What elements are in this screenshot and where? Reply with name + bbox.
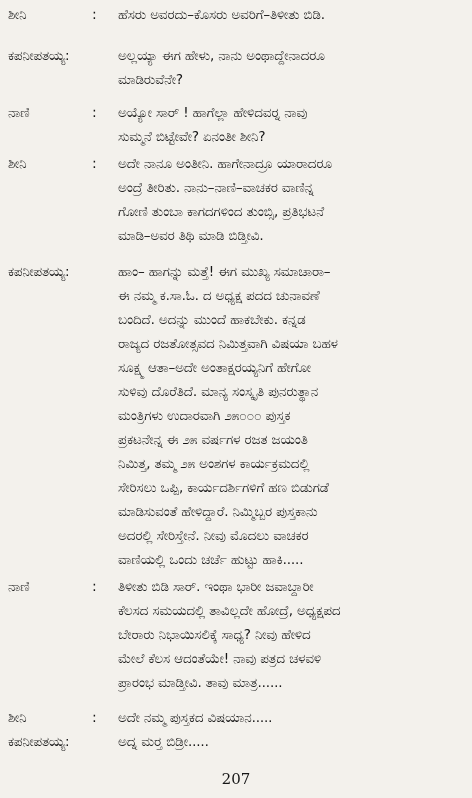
dialogue-line: ಮಾಡಿರುವೆನೇ? — [118, 72, 183, 88]
dialogue-text — [118, 3, 464, 27]
dialogue-line: ನಿಮಿತ್ತ, ತಮ್ಮ ೨೫ ಅಂಶಗಳ ಕಾರ್ಯಕ್ರಮದಲ್ಲಿ — [118, 456, 310, 472]
dialogue-line: ಸುಮ್ಮನೆ ಬಿಟ್ಟೇವೇ? ಏನಂತೀ ಶೀನಿ? — [118, 129, 266, 145]
dialogue-line: ಸೂಕ್ಷ್ಮ ಆತಾ–ಅದೇ ಅಂತಾಕ್ಷರಯ್ಯನಿಗೆ ಹೇಗೋ — [118, 360, 311, 376]
dialogue-line: ಅದೇ ನಾನೂ ಅಂತೀನಿ. ಹಾಗೇನಾದ್ರೂ ಯಾರಾದರೂ — [118, 156, 332, 172]
speaker-colon: : — [92, 579, 97, 595]
dialogue-line: ಅಯ್ಯೋ ಸಾರ್ ! ಹಾಗೆಲ್ಲಾ ಹೇಳಿದವರ‍್ನ ನಾವು — [118, 105, 308, 121]
speaker-name: ಶೀನಿ — [8, 7, 27, 23]
dialogue-line: ಈ ನಮ್ಮ ಕ.ಸಾ.ಓ. ದ ಅಧ್ಯಕ್ಷ ಪದದ ಚುನಾವಣೆ — [118, 288, 320, 304]
dialogue-line: ಗೋಣಿ ತುಂಬಾ ಕಾಗದಗಳಿಂದ ತುಂಬ್ಸಿ, ಪ್ರತಿಭಟನೆ — [118, 204, 324, 220]
dialogue-line: ಮೇಲೆ ಕೆಲಸ ಆದಂತೆಯೇ! ನಾವು ಪತ್ರದ ಚಳವಳಿ — [118, 651, 322, 667]
dialogue-text — [118, 152, 464, 248]
dialogue-text — [118, 730, 464, 754]
dialogue-line: ಹೆಸರು ಅವರದು–ಕೊಸರು ಅವರಿಗೆ–ತಿಳೀತು ಬಿಡಿ. — [118, 7, 325, 23]
dialogue-line: ಪ್ರಕಟನೇನ್ನ ಈ ೨೫ ವರ್ಷಗಳ ರಜತ ಜಯಂತಿ — [118, 432, 308, 448]
speaker-name: ಕಪನೀಪತಯ್ಯ: — [8, 48, 70, 64]
speaker-name: ಕಪನೀಪತಯ್ಯ: — [8, 264, 70, 280]
dialogue-line: ಮಾಡಿ–ಅವರ ತಿಥಿ ಮಾಡಿ ಬಿಡ್ತೀವಿ. — [118, 228, 264, 244]
dialogue-line: ವಾಣಿಯಲ್ಲಿ ಒಂದು ಚರ್ಚೆ ಹುಟ್ಟು ಹಾಕಿ..... — [118, 552, 304, 568]
speaker-colon: : — [92, 7, 97, 23]
dialogue-line: ಕೆಲಸದ ಸಮಯದಲ್ಲಿ ತಾವಿಲ್ಲದೇ ಹೋದ್ರೆ, ಅಧ್ಯಕ್ಷಪದ — [118, 603, 341, 619]
dialogue-text — [118, 101, 464, 149]
speaker-name: ಕಪನೀಪತಯ್ಯ: — [8, 734, 70, 750]
speaker-colon: : — [92, 710, 97, 726]
dialogue-text — [118, 575, 464, 695]
dialogue-line: ಸೇರಿಸಲು ಒಪ್ಪಿ, ಕಾರ್ಯದರ್ಶಿಗಳಿಗೆ ಹಣ ಬಿಡುಗಡೆ — [118, 480, 329, 496]
speaker-name: ಶೀನಿ — [8, 710, 27, 726]
dialogue-line: ಅಲ್ಲಯ್ಯಾ ಈಗ ಹೇಳು, ನಾನು ಅಂಥಾದ್ದೇನಾದರೂ — [118, 48, 325, 64]
dialogue-text — [118, 44, 464, 92]
dialogue-line: ಸುಳಿವು ದೊರೆತಿದೆ. ಮಾನ್ಯ ಸಂಸ್ಕೃತಿ ಪುನರುತ್ಥಾನ — [118, 384, 319, 400]
dialogue-line: ಅಂದ್ರೆ ತೀರಿತು. ನಾನು–ನಾಣಿ–ವಾಚಕರ ವಾಣಿನ್ನ — [118, 180, 314, 196]
dialogue-line: ಪ್ರಾರಂಭ ಮಾಡ್ತೀವಿ. ತಾವು ಮಾತ್ರ...... — [118, 675, 283, 691]
dialogue-line: ಹಾಂ– ಹಾಗನ್ನು ಮತ್ತೆ! ಈಗ ಮುಖ್ಯ ಸಮಾಚಾರಾ– — [118, 264, 331, 280]
dialogue-line: ಅದೇ ನಮ್ಮ ಪುಸ್ತಕದ ವಿಷಯಾನ..... — [118, 710, 273, 726]
speaker-colon: : — [92, 105, 97, 121]
dialogue-text — [118, 260, 464, 572]
dialogue-text — [118, 706, 464, 730]
dialogue-line: ತಿಳೀತು ಬಿಡಿ ಸಾರ್. ಇಂಥಾ ಭಾರೀ ಜವಾಬ್ದಾರೀ — [118, 579, 314, 595]
dialogue-line: ಬೇರಾರು ನಿಭಾಯಿಸಲಿಕ್ಕೆ ಸಾಧ್ಯ? ನೀವು ಹೇಳಿದ — [118, 627, 311, 643]
dialogue-line: ಬಂದಿದೆ. ಅದನ್ನು ಮುಂದೆ ಹಾಕಬೇಕು. ಕನ್ನಡ — [118, 312, 306, 328]
dialogue-line: ಅದರಲ್ಲಿ ಸೇರಿಸ್ತೇನೆ. ನೀವು ಮೊದಲು ವಾಚಕರ — [118, 528, 309, 544]
dialogue-line: ರಾಜ್ಯದ ರಜತೋತ್ಸವದ ನಿಮಿತ್ತವಾಗಿ ವಿಷಯಾ ಬಹಳ — [118, 336, 338, 352]
speaker-name: ಶೀನಿ — [8, 156, 27, 172]
dialogue-line: ಮಂತ್ರಿಗಳು ಉದಾರವಾಗಿ ೨೫೦೦೦ ಪುಸ್ತಕ — [118, 408, 291, 424]
speaker-name: ನಾಣಿ — [8, 579, 30, 595]
speaker-colon: : — [92, 156, 97, 172]
page-number: 207 — [221, 770, 251, 788]
dialogue-line: ಮಾಡಿಸುವಂತೆ ಹೇಳಿದ್ದಾರೆ. ನಿಮ್ಮಿಬ್ಬರ ಪುಸ್ತಕಾನು — [118, 504, 318, 520]
speaker-name: ನಾಣಿ — [8, 105, 30, 121]
dialogue-line: ಅದ್ನ ಮರ‍್ತ ಬಿಡ್ರೀ..... — [118, 734, 209, 750]
